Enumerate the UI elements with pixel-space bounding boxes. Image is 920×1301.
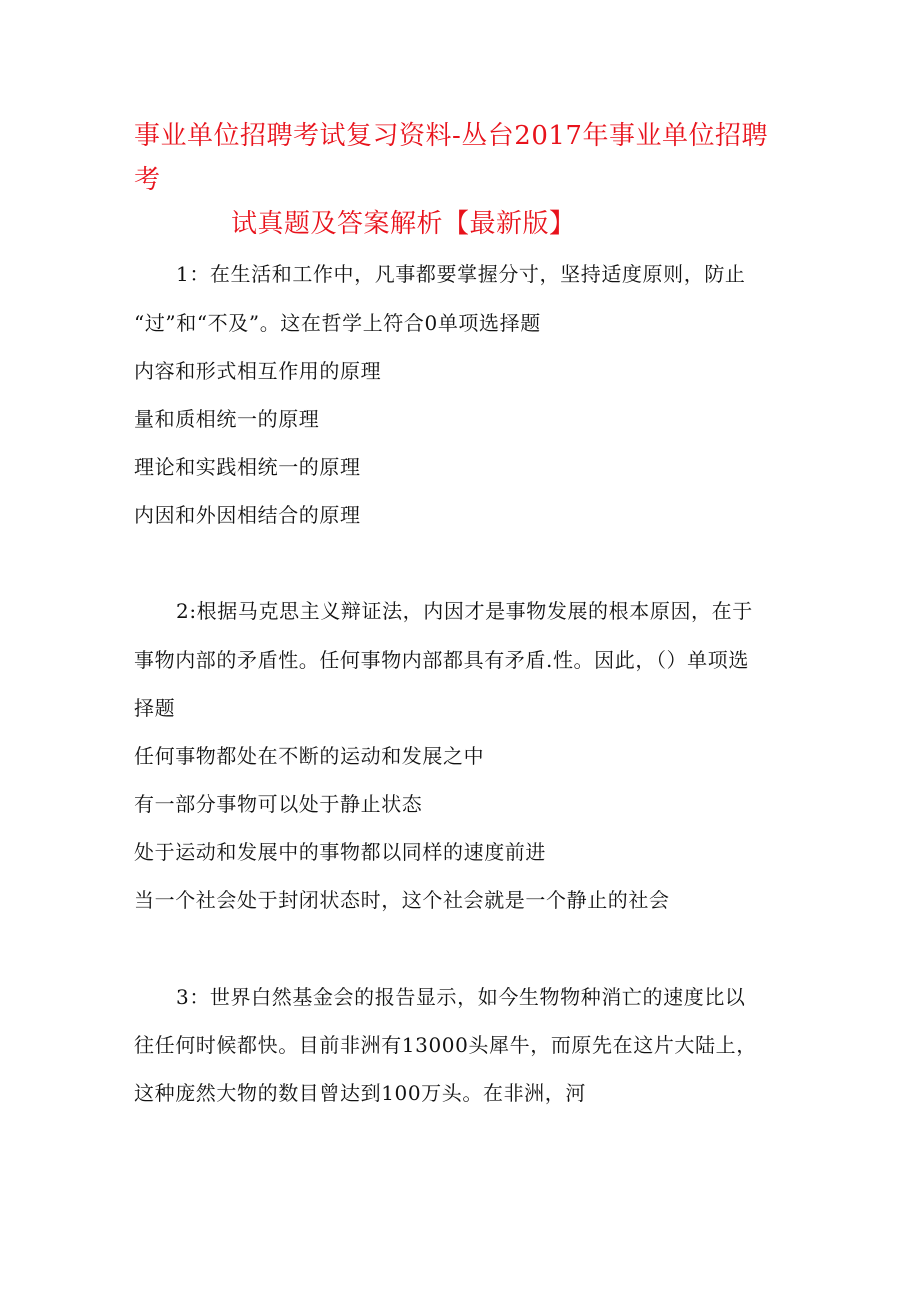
question-2-option-4: 当一个社会处于封闭状态时，这个社会就是一个静止的社会 — [134, 888, 670, 912]
question-3-line-3: 这种庞然大物的数目曾达到100万头。在非洲，河 — [134, 1081, 586, 1105]
question-2-option-3: 处于运动和发展中的事物都以同样的速度前进 — [134, 840, 546, 864]
question-2-option-2: 有一部分事物可以处于静止状态 — [134, 792, 423, 816]
question-3-line-1: 3：世界白然基金会的报告显示，如今生物物种消亡的速度比以 — [176, 985, 746, 1009]
question-2-line-1: 2:根据马克思主义辩证法，内因才是事物发展的根本原因，在于 — [176, 599, 753, 623]
document-title — [134, 114, 794, 246]
question-2-line-3: 择题 — [134, 696, 176, 720]
question-1-option-1: 内容和形式相互作用的原理 — [134, 359, 382, 383]
title-line-1: 事业单位招聘考试复习资料-丛台2017年事业单位招聘考 — [134, 121, 768, 195]
question-1-line-2: “过”和“不及”。这在哲学上符合0单项选择题 — [134, 311, 541, 335]
question-1-line-1: 1：在生活和工作中，凡事都要掌握分寸，坚持适度原则，防止 — [176, 262, 746, 286]
question-2-option-1: 任何事物都处在不断的运动和发展之中 — [134, 744, 485, 768]
question-1-option-3: 理论和实践相统一的原理 — [134, 455, 361, 479]
question-2-line-2: 事物内部的矛盾性。任何事物内部都具有矛盾.性。因此，（）单项选 — [134, 648, 749, 672]
question-1-option-4: 内因和外因相结合的原理 — [134, 503, 361, 527]
question-1-option-2: 量和质相统一的原理 — [134, 407, 320, 431]
question-3-line-2: 往任何时候都快。目前非洲有13000头犀牛，而原先在这片大陆上， — [134, 1033, 757, 1057]
title-line-2: 试真题及答案解析【最新版】 — [231, 209, 576, 239]
